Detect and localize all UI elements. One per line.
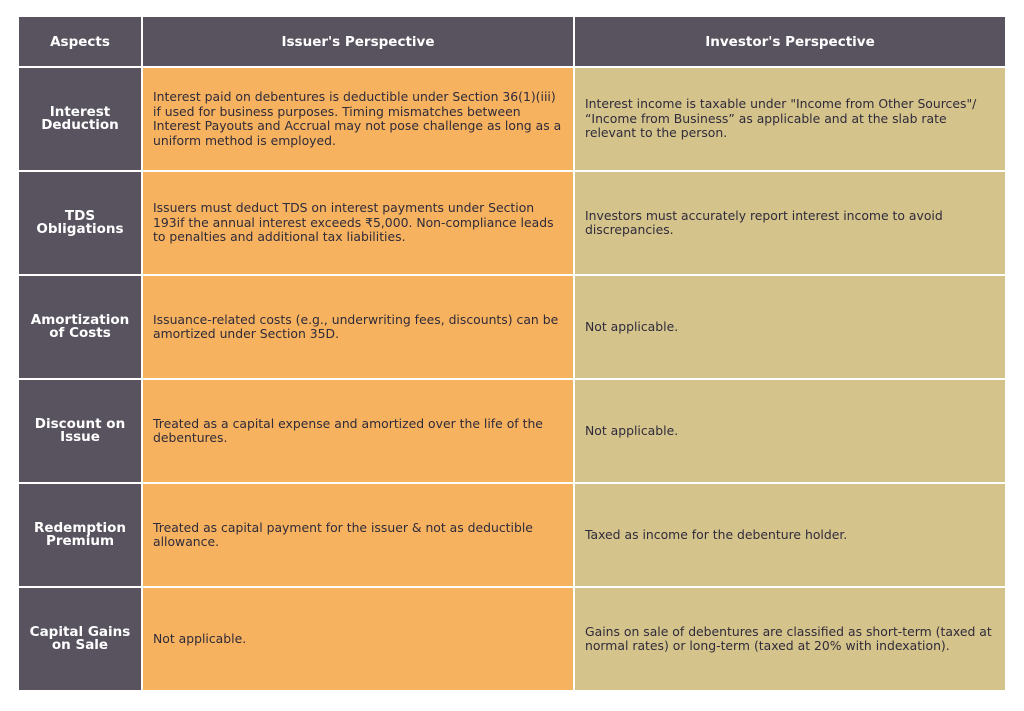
row-aspect-discount-on-issue: Discount on Issue — [19, 380, 141, 482]
row-investor-discount-on-issue: Not applicable. — [575, 380, 1005, 482]
row-investor-amortization: Not applicable. — [575, 276, 1005, 378]
row-investor-tds-obligations: Investors must accurately report interest income to avoid discrepancies. — [575, 172, 1005, 274]
row-issuer-capital-gains: Not applicable. — [143, 588, 573, 690]
row-investor-interest-deduction: Interest income is taxable under "Income from Other Sources"/ “Income from Business” as applicable and at the slab rate relevant to the person. — [575, 68, 1005, 170]
row-aspect-tds-obligations: TDS Obligations — [19, 172, 141, 274]
row-aspect-redemption-premium: Redemption Premium — [19, 484, 141, 586]
row-aspect-interest-deduction: Interest Deduction — [19, 68, 141, 170]
header-issuer: Issuer's Perspective — [143, 17, 573, 66]
header-aspects: Aspects — [19, 17, 141, 66]
header-investor: Investor's Perspective — [575, 17, 1005, 66]
row-aspect-amortization: Amortization of Costs — [19, 276, 141, 378]
tax-comparison-table — [19, 17, 1005, 690]
row-aspect-capital-gains: Capital Gains on Sale — [19, 588, 141, 690]
row-issuer-discount-on-issue: Treated as a capital expense and amortized over the life of the debentures. — [143, 380, 573, 482]
row-issuer-tds-obligations: Issuers must deduct TDS on interest payments under Section 193if the annual interest exceeds ₹5,000. Non-compliance leads to penalties and additional tax liabilities. — [143, 172, 573, 274]
row-issuer-redemption-premium: Treated as capital payment for the issuer & not as deductible allowance. — [143, 484, 573, 586]
row-issuer-amortization: Issuance-related costs (e.g., underwriting fees, discounts) can be amortized under Section 35D. — [143, 276, 573, 378]
row-investor-redemption-premium: Taxed as income for the debenture holder. — [575, 484, 1005, 586]
row-issuer-interest-deduction: Interest paid on debentures is deductible under Section 36(1)(iii) if used for business purposes. Timing mismatches between Interest Payouts and Accrual may not pose challenge as long as a uniform method is employed. — [143, 68, 573, 170]
row-investor-capital-gains: Gains on sale of debentures are classified as short-term (taxed at normal rates) or long-term (taxed at 20% with indexation). — [575, 588, 1005, 690]
